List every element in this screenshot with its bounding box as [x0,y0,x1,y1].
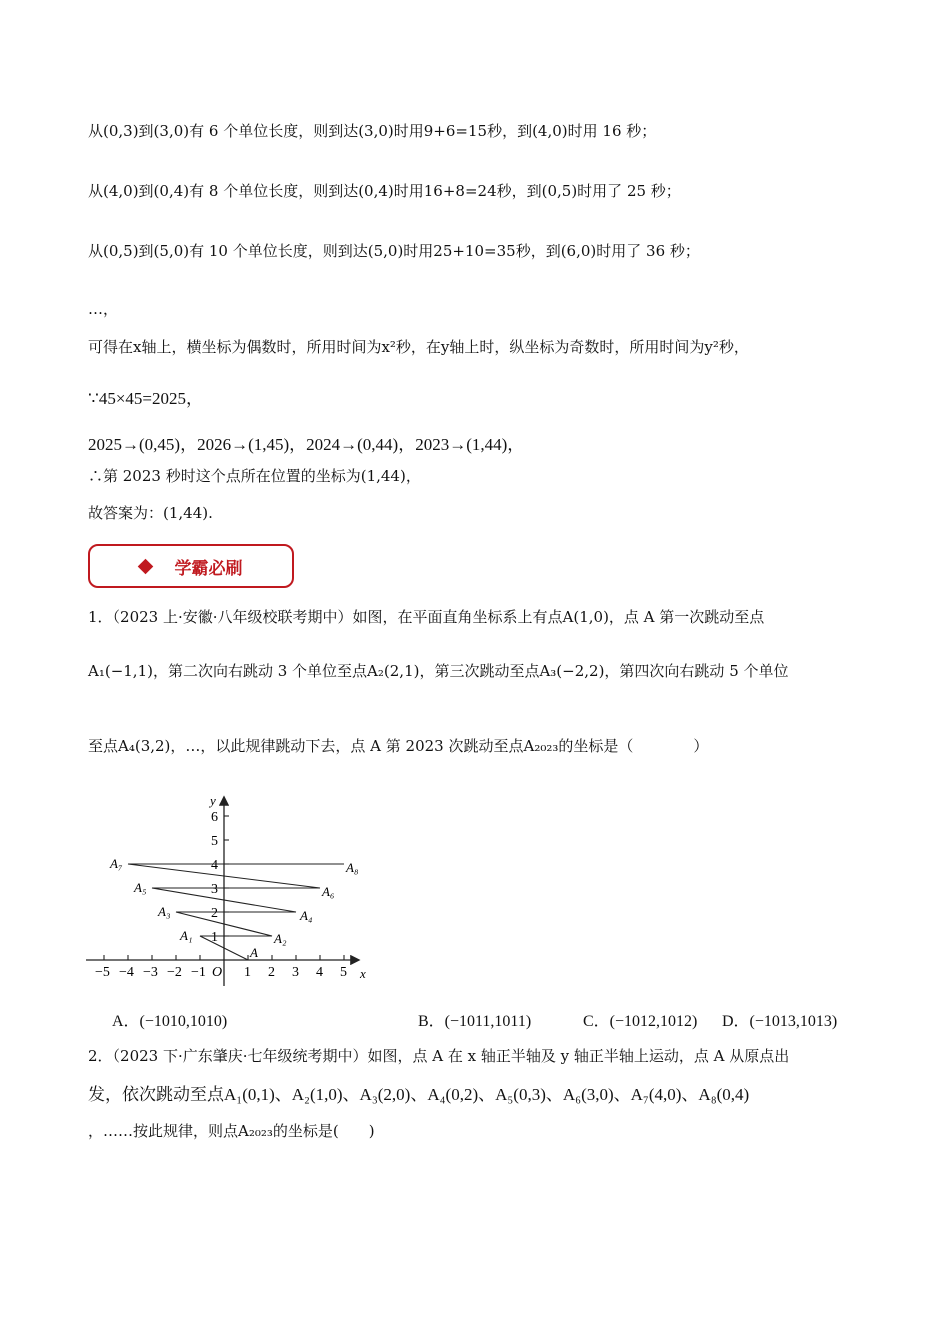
section-badge [88,544,294,588]
x-tick-label: −4 [119,965,134,980]
point-label-a: A [250,945,258,960]
q1-line-2: A₁(−1,1)，第二次向右跳动 3 个单位至点A₂(2,1)，第三次跳动至点A₃(−2,2)，第四次向右跳动 5 个单位 [88,662,789,680]
point-label-a4: A₄ [300,908,313,923]
y-tick-label: 5 [211,834,218,849]
q1-line-3: 至点A₄(3,2)，…，以此规律跳动下去，点 A 第 2023 次跳动至点A₂₀₂₃的坐标是（ ） [88,737,709,755]
point-label-a1: A₁ [180,928,193,943]
point-label-a6: A₆ [322,884,335,899]
point-label-a8: A₈ [346,860,359,875]
x-tick-label: 4 [316,965,323,980]
x-axis-label: x [360,966,366,981]
y-tick-label: 3 [211,882,218,897]
q2-line-2: 发，依次跳动至点A₁(0,1)、A₂(1,0)、A₃(2,0)、A₄(0,2)、A₅(0,3)、A₆(3,0)、A₇(4,0)、A₈(0,4) [88,1085,750,1104]
x-tick-label: 5 [340,965,347,980]
q2-line-3: ，……按此规律，则点A₂₀₂₃的坐标是( ) [88,1122,375,1140]
section-badge-label: 学霸必刷 [174,558,243,579]
x-tick-label: 2 [268,965,275,980]
x-tick-label: 1 [244,965,251,980]
y-tick-label: 2 [211,906,218,921]
q1-figure [80,790,380,990]
option-a[interactable]: A．(−1010,1010) [112,1013,228,1030]
point-label-a5: A₅ [134,880,147,895]
y-tick-label: 6 [211,810,218,825]
solution-line-5: 可得在x轴上，横坐标为偶数时，所用时间为x²秒，在y轴上时，纵坐标为奇数时，所用时间为y²秒， [88,338,749,356]
solution-line-7: 2025→(0,45)，2026→(1,45)，2024→(0,44)，2023→(1,44)， [88,435,525,454]
y-tick-label: 1 [211,930,218,945]
x-tick-label: −3 [143,965,158,980]
solution-answer: 故答案为：(1,44). [88,504,213,522]
solution-line-3: 从(0,5)到(5,0)有 10 个单位长度，则到达(5,0)时用25+10=35秒，到(6,0)时用了 36 秒； [88,242,700,260]
diamond-icon [137,558,153,574]
q2-line-1: 2．（2023 下·广东肇庆·七年级统考期中）如图，点 A 在 x 轴正半轴及 y 轴正半轴上运动，点 A 从原点出 [88,1047,790,1065]
option-b[interactable]: B．(−1011,1011) [418,1013,532,1030]
solution-line-6: ∵45×45=2025， [88,389,203,408]
solution-line-1: 从(0,3)到(3,0)有 6 个单位长度，则到达(3,0)时用9+6=15秒，到(4,0)时用 16 秒； [88,122,657,140]
point-label-a3: A₃ [158,904,171,919]
solution-line-8: ∴第 2023 秒时这个点所在位置的坐标为(1,44)， [88,467,421,485]
option-c[interactable]: C．(−1012,1012) [583,1013,698,1030]
q1-line-1: 1．（2023 上·安徽·八年级校联考期中）如图，在平面直角坐标系上有点A(1,0)，点 A 第一次跳动至点 [88,608,765,626]
y-tick-label: 4 [211,858,218,873]
point-label-a2: A₂ [274,931,287,946]
y-axis-label: y [210,793,216,808]
solution-line-4: …， [88,300,119,318]
x-tick-label: −5 [95,965,110,980]
point-label-a7: A₇ [110,856,123,871]
x-tick-label: −2 [167,965,182,980]
x-tick-label: −1 [191,965,206,980]
option-d[interactable]: D．(−1013,1013) [722,1013,838,1030]
solution-line-2: 从(4,0)到(0,4)有 8 个单位长度，则到达(0,4)时用16+8=24秒，到(0,5)时用了 25 秒； [88,182,681,200]
x-tick-label: O [212,965,223,980]
x-tick-label: 3 [292,965,299,980]
